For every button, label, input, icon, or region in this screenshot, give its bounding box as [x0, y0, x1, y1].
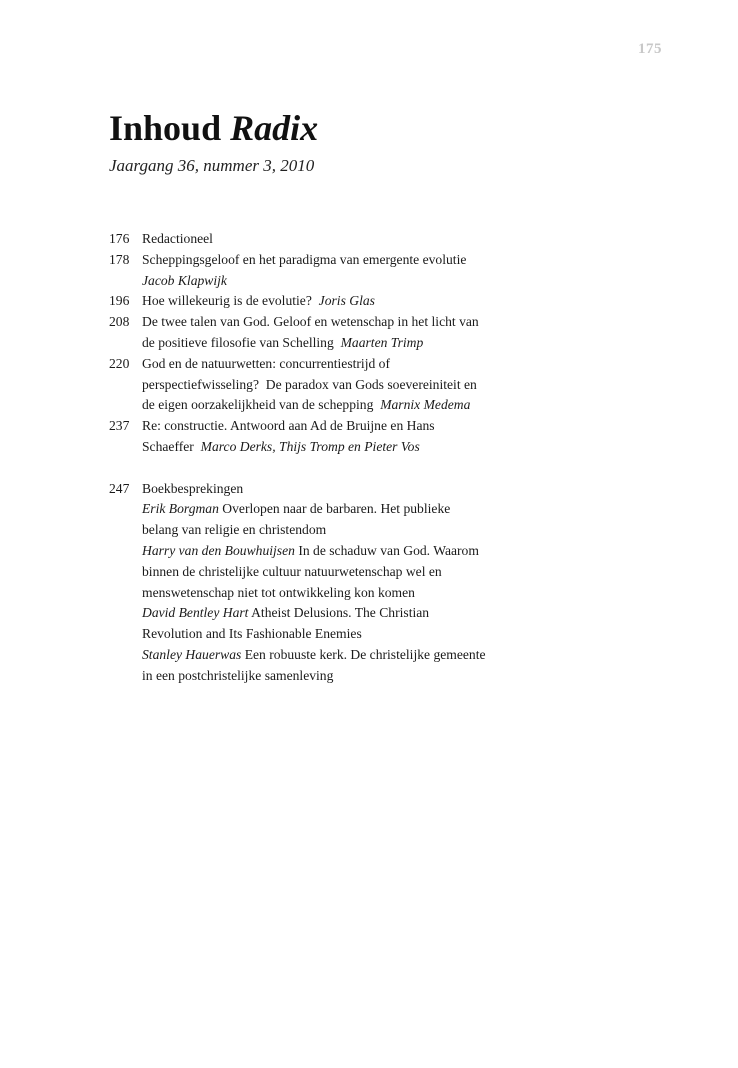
toc-title: Hoe willekeurig is de evolutie? [142, 293, 319, 309]
review-title: menswetenschap niet tot ontwikkeling kon komen [142, 584, 415, 600]
review-title: in een postchristelijke samenleving [142, 667, 334, 683]
toc-line [142, 312, 539, 333]
review-line [142, 666, 539, 687]
reviews-heading: Boekbesprekingen [142, 480, 244, 496]
review-title: Een robuuste kerk. De christelijke gemeente [241, 646, 486, 662]
toc-page-number: 176 [109, 231, 130, 246]
toc-title: Scheppingsgeloof en het paradigma van emergente evolutie [142, 251, 467, 267]
review-title: In de schaduw van God. Waarom [294, 542, 479, 558]
toc-page-number: 178 [109, 251, 130, 267]
toc-author: Marnix Medema [380, 397, 471, 413]
title-main: Inhoud [109, 108, 222, 148]
review-title: Atheist Delusions. The Christian [248, 605, 430, 621]
toc-author: Jacob Klapwijk [142, 272, 227, 288]
toc-title: Re: constructie. Antwoord aan Ad de Bruijne en Hans [142, 418, 435, 434]
toc-author: Joris Glas [318, 293, 375, 309]
toc-title: perspectiefwisseling? De paradox van Gods soevereiniteit en [142, 376, 477, 392]
review-title: Revolution and Its Fashionable Enemies [142, 626, 362, 642]
toc-line [142, 437, 539, 458]
toc-line [142, 291, 539, 312]
review-line [142, 624, 539, 645]
review-author: Erik Borgman [142, 501, 219, 517]
page-number: 175 [638, 41, 662, 57]
toc-title: Redactioneel [142, 231, 213, 246]
toc-entry-body [142, 250, 539, 292]
review-line [142, 645, 539, 666]
review-line [142, 541, 539, 562]
review-line [142, 562, 539, 583]
review-author: David Bentley Hart [142, 605, 249, 621]
review-title: binnen de christelijke cultuur natuurwetenschap wel en [142, 563, 442, 579]
section-gap [109, 458, 539, 479]
review-line [142, 499, 539, 520]
toc-entry-body [142, 354, 539, 416]
toc-entry-body [142, 229, 539, 250]
toc-entry-176[interactable] [109, 229, 539, 250]
toc-title: Schaeffer [142, 438, 201, 454]
toc-line [142, 416, 539, 437]
review-title: Overlopen naar de barbaren. Het publieke [218, 501, 451, 517]
toc-title: De twee talen van God. Geloof en wetenschap in het licht van [142, 314, 479, 330]
toc-author: Marco Derks, Thijs Tromp en Pieter Vos [200, 438, 420, 454]
page-subtitle: Jaargang 36, nummer 3, 2010 [109, 156, 315, 175]
review-line [142, 603, 539, 624]
toc-entry-220[interactable] [109, 354, 539, 416]
toc-entry-178[interactable] [109, 250, 539, 292]
toc-title: de eigen oorzakelijkheid van de schepping [142, 397, 381, 413]
review-line [142, 520, 539, 541]
toc-page-number: 196 [109, 293, 130, 309]
review-line [142, 583, 539, 604]
toc-page-number: 237 [109, 418, 130, 434]
toc-line [142, 271, 539, 292]
toc-line [142, 354, 539, 375]
review-title: belang van religie en christendom [142, 522, 327, 538]
toc-entry-body [142, 291, 539, 312]
review-author: Harry van den Bouwhuijsen [142, 542, 295, 558]
toc-page-number: 247 [109, 480, 130, 496]
title-emphasis: Radix [230, 108, 319, 148]
toc-entry-body [142, 312, 539, 354]
toc-entry-body [142, 479, 539, 687]
toc-entry-208[interactable] [109, 312, 539, 354]
toc-entry-247[interactable] [109, 479, 539, 687]
toc-title: God en de natuurwetten: concurrentiestrijd of [142, 355, 390, 371]
toc-line [142, 229, 539, 250]
toc-title: de positieve filosofie van Schelling [142, 334, 341, 350]
page-title [109, 106, 318, 150]
toc-author: Maarten Trimp [340, 334, 424, 350]
review-author: Stanley Hauerwas [142, 646, 242, 662]
toc-entry-237[interactable] [109, 416, 539, 458]
toc-page-number: 208 [109, 314, 130, 330]
table-of-contents [109, 229, 539, 687]
toc-line [142, 395, 539, 416]
toc-line [142, 375, 539, 396]
toc-line [142, 250, 539, 271]
toc-page-number: 220 [109, 355, 130, 371]
toc-entry-196[interactable] [109, 291, 539, 312]
toc-line [142, 333, 539, 354]
toc-entry-body [142, 416, 539, 458]
